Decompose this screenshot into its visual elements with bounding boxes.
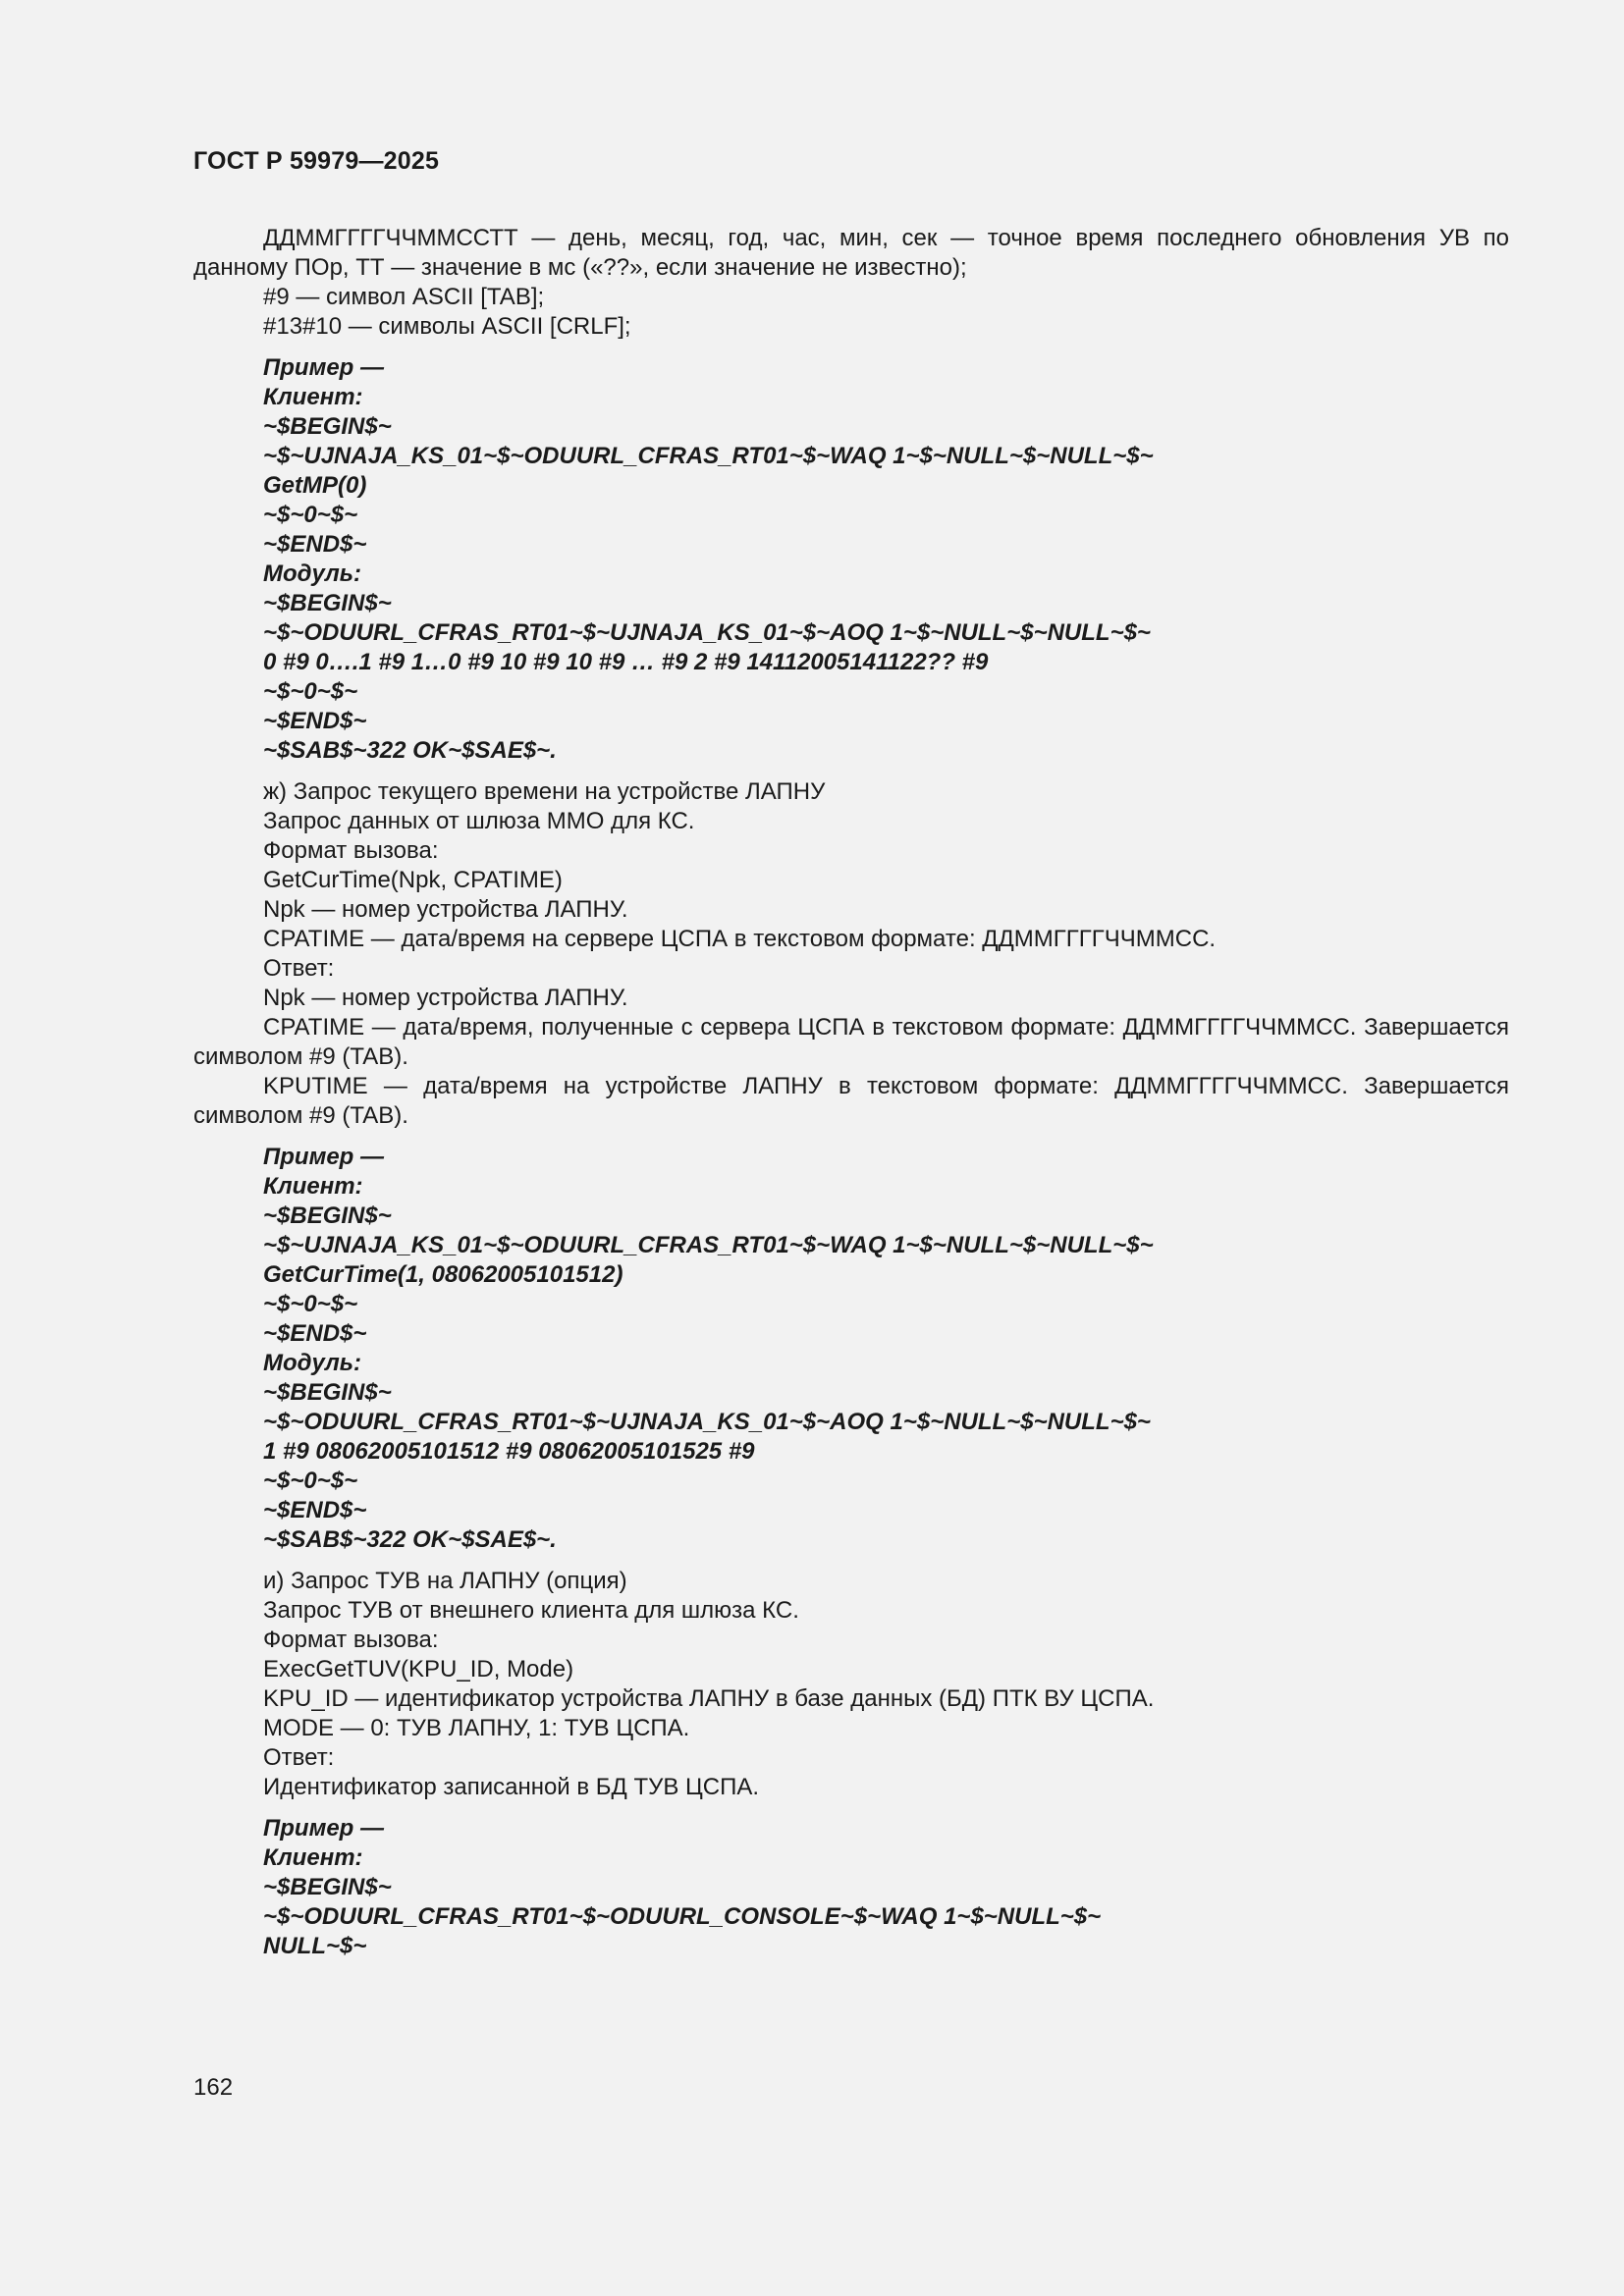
example-line: Клиент: [263, 384, 363, 410]
example-block-3 [193, 1814, 1509, 1961]
text-line: Формат вызова: [263, 1627, 439, 1653]
text-line: Npk — номер устройства ЛАПНУ. [263, 985, 628, 1011]
text-line: KPU_ID — идентификатор устройства ЛАПНУ в базе данных (БД) ПТК ВУ ЦСПА. [263, 1685, 1155, 1712]
text-line: Идентификатор записанной в БД ТУВ ЦСПА. [263, 1774, 760, 1800]
text-line: ж) Запрос текущего времени на устройстве ЛАПНУ [263, 778, 826, 805]
example-line: Клиент: [263, 1844, 363, 1871]
example-line: ~$~ODUURL_CFRAS_RT01~$~ODUURL_CONSOLE~$~WAQ 1~$~NULL~$~ [263, 1903, 1102, 1930]
example-line: ~$~0~$~ [263, 1291, 358, 1317]
text-line: MODE — 0: ТУВ ЛАПНУ, 1: ТУВ ЦСПА. [263, 1715, 690, 1741]
example-line: 0 #9 0….1 #9 1…0 #9 10 #9 10 #9 … #9 2 #9 14112005141122?? #9 [263, 649, 989, 675]
text-line: Формат вызова: [263, 837, 439, 864]
example-line: ~$BEGIN$~ [263, 1202, 392, 1229]
example-line: ~$END$~ [263, 708, 367, 734]
paragraph-kputime: KPUTIME — дата/время на устройстве ЛАПНУ в текстовом формате: ДДММГГГГЧЧММСС. Завершается символом #9 (TAB). [193, 1073, 1509, 1129]
example-line: Модуль: [263, 561, 362, 587]
example-line: ~$SAB$~322 OK~$SAE$~. [263, 1526, 557, 1553]
example-line: Пример — [263, 354, 385, 381]
example-line: ~$~UJNAJA_KS_01~$~ODUURL_CFRAS_RT01~$~WAQ 1~$~NULL~$~NULL~$~ [263, 1232, 1154, 1258]
example-line: ~$~0~$~ [263, 1468, 358, 1494]
example-line: Пример — [263, 1815, 385, 1842]
example-line: ~$BEGIN$~ [263, 1379, 392, 1406]
example-line: ~$~ODUURL_CFRAS_RT01~$~UJNAJA_KS_01~$~AOQ 1~$~NULL~$~NULL~$~ [263, 1409, 1151, 1435]
line-tab-def: #9 — символ ASCII [TAB]; [263, 284, 545, 310]
section-getTUV [193, 1567, 1509, 1802]
text-line: CPATIME — дата/время на сервере ЦСПА в текстовом формате: ДДММГГГГЧЧММСС. [263, 926, 1217, 952]
text-line: Npk — номер устройства ЛАПНУ. [263, 896, 628, 923]
text-line: Ответ: [263, 955, 335, 982]
example-line: Модуль: [263, 1350, 362, 1376]
example-line: NULL~$~ [263, 1933, 367, 1959]
example-line: ~$BEGIN$~ [263, 590, 392, 616]
text-line: ExecGetTUV(KPU_ID, Mode) [263, 1656, 574, 1682]
example-line: GetCurTime(1, 08062005101512) [263, 1261, 623, 1288]
document-body [193, 224, 1509, 1961]
example-line: ~$~0~$~ [263, 502, 358, 528]
text-line: Запрос данных от шлюза ММО для КС. [263, 808, 695, 834]
text-line: Запрос ТУВ от внешнего клиента для шлюза КС. [263, 1597, 799, 1624]
example-line: ~$END$~ [263, 1497, 367, 1523]
example-line: ~$BEGIN$~ [263, 413, 392, 440]
text-line: GetCurTime(Npk, CPATIME) [263, 867, 563, 893]
example-line: ~$END$~ [263, 531, 367, 558]
example-line: ~$SAB$~322 OK~$SAE$~. [263, 737, 557, 764]
example-line: GetMP(0) [263, 472, 367, 499]
example-line: Пример — [263, 1144, 385, 1170]
text-line: Ответ: [263, 1744, 335, 1771]
example-line: 1 #9 08062005101512 #9 08062005101525 #9 [263, 1438, 755, 1465]
page-number: 162 [193, 2074, 234, 2101]
example-line: ~$BEGIN$~ [263, 1874, 392, 1900]
example-block-1 [193, 353, 1509, 766]
example-line: Клиент: [263, 1173, 363, 1200]
example-block-2 [193, 1143, 1509, 1555]
document-header: ГОСТ Р 59979—2025 [193, 147, 440, 175]
section-getcurtime [193, 777, 1509, 1131]
paragraph-cpatime: CPATIME — дата/время, полученные с сервера ЦСПА в текстовом формате: ДДММГГГГЧЧММСС. Завершается символом #9 (TAB). [193, 1014, 1509, 1070]
example-line: ~$~ODUURL_CFRAS_RT01~$~UJNAJA_KS_01~$~AOQ 1~$~NULL~$~NULL~$~ [263, 619, 1151, 646]
example-line: ~$END$~ [263, 1320, 367, 1347]
text-line: и) Запрос ТУВ на ЛАПНУ (опция) [263, 1568, 627, 1594]
example-line: ~$~UJNAJA_KS_01~$~ODUURL_CFRAS_RT01~$~WAQ 1~$~NULL~$~NULL~$~ [263, 443, 1154, 469]
example-line: ~$~0~$~ [263, 678, 358, 705]
line-crlf-def: #13#10 — символы ASCII [CRLF]; [263, 313, 631, 340]
paragraph-datetime-def: ДДММГГГГЧЧММССТТ — день, месяц, год, час, мин, сек — точное время последнего обновления УВ по данному ПОр, ТТ — значение в мс («??», если значение не известно); [193, 225, 1509, 281]
